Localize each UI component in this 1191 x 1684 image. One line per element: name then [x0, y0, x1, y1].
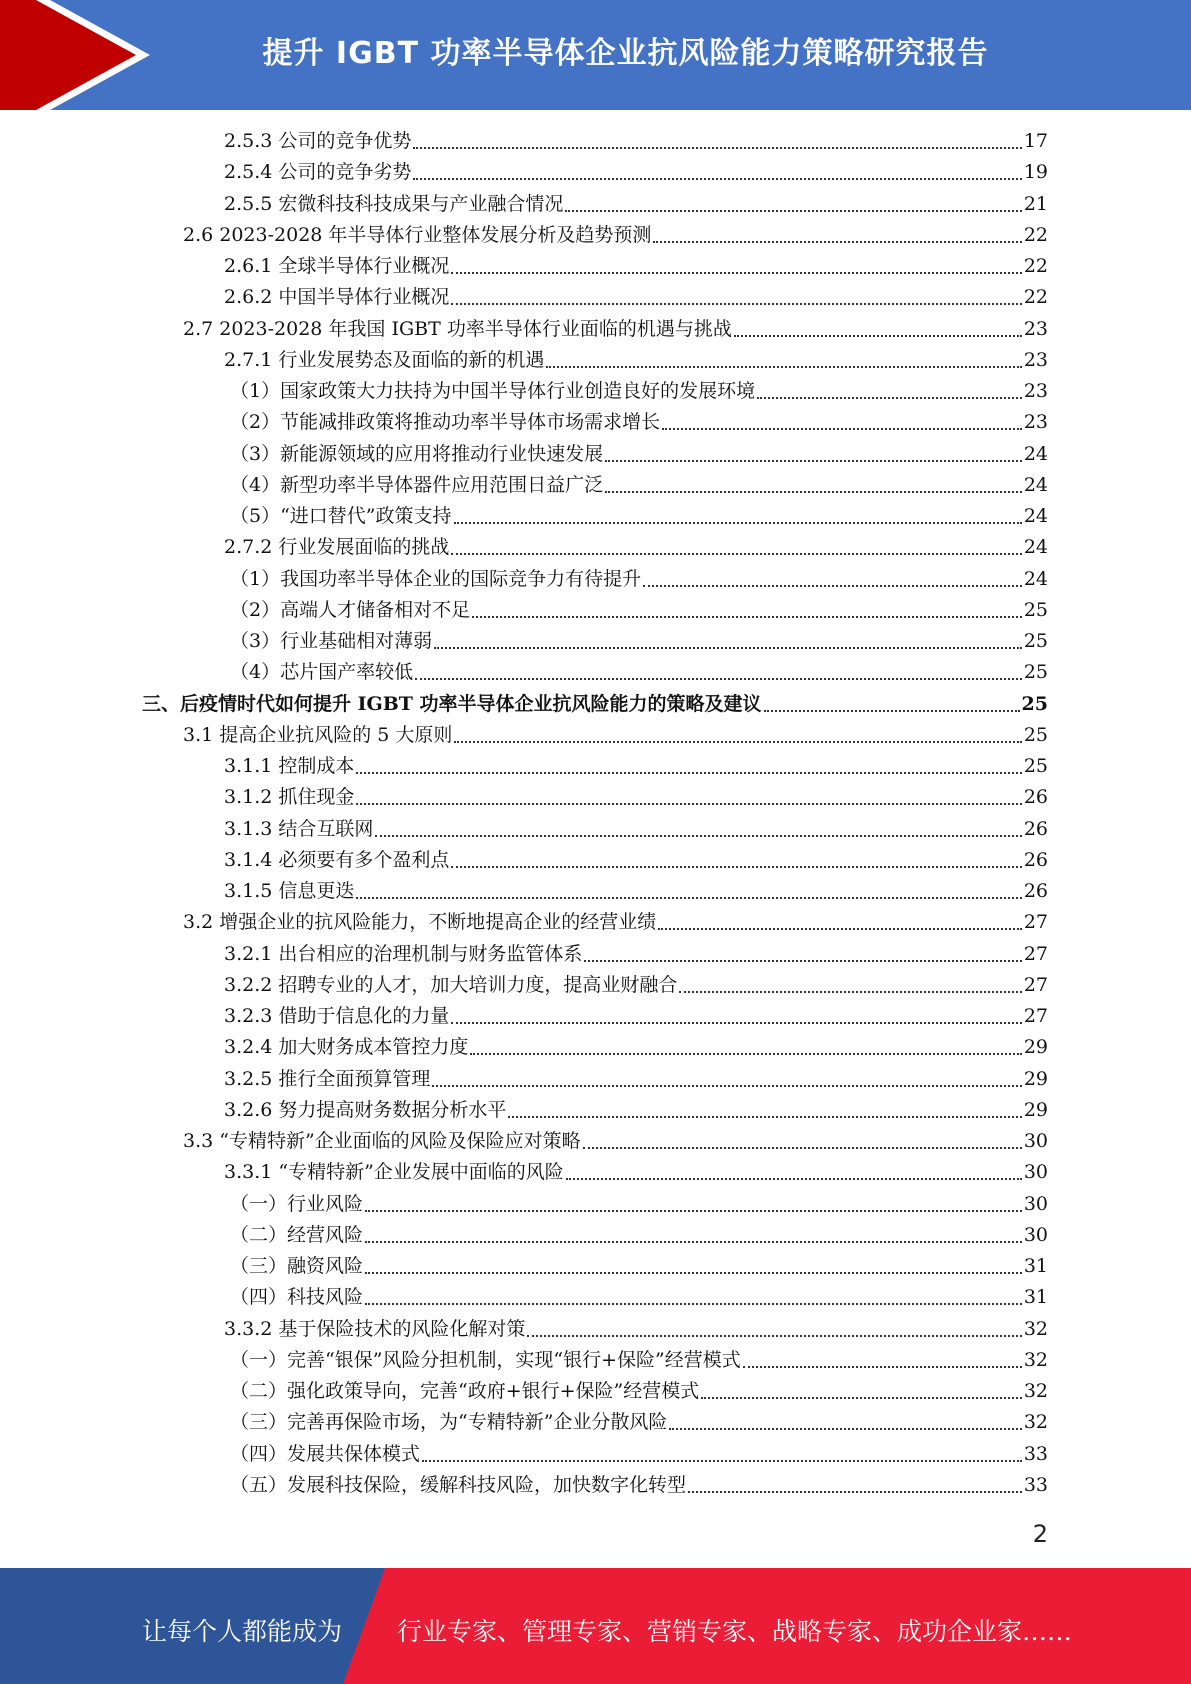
dot-leader [565, 209, 1021, 212]
toc-entry[interactable] [224, 157, 1048, 188]
toc-entry[interactable] [224, 814, 1048, 845]
dot-leader [605, 459, 1022, 462]
footer-slogan-left: 让每个人都能成为 [142, 1617, 343, 1646]
toc-entry[interactable] [224, 189, 1048, 220]
document-title: 提升 IGBT 功率半导体企业抗风险能力策略研究报告 [262, 36, 989, 71]
toc-entry-page: 24 [1023, 567, 1048, 590]
toc-entry-page: 30 [1023, 1161, 1048, 1184]
toc-entry-title: （四）科技风险 [230, 1286, 364, 1309]
dot-leader [546, 365, 1021, 368]
toc-entry[interactable] [224, 251, 1048, 282]
dot-leader [375, 834, 1021, 837]
toc-entry-title: 2.5.5 宏微科技科技成果与产业融合情况 [224, 192, 564, 215]
dot-leader [365, 1271, 1022, 1274]
toc-entry-title: 3.1.4 必须要有多个盈利点 [224, 848, 450, 871]
toc-entry-title: （一）完善“银保”风险分担机制，实现“银行+保险”经营模式 [230, 1348, 741, 1371]
toc-entry-title: 3.1.5 信息更迭 [224, 880, 355, 902]
dot-leader [422, 1459, 1022, 1462]
dot-leader [734, 334, 1022, 337]
toc-entry-page: 32 [1023, 1348, 1048, 1371]
toc-entry-title: 2.5.3 公司的竞争优势 [224, 130, 412, 152]
toc-entry-page: 30 [1023, 1130, 1048, 1152]
toc-entry[interactable] [224, 126, 1048, 157]
dot-leader [566, 1177, 1022, 1180]
toc-entry-title: （4）芯片国产率较低 [230, 661, 414, 684]
dot-leader [472, 615, 1022, 618]
toc-entry-page: 26 [1023, 817, 1048, 840]
toc-entry[interactable] [224, 751, 1048, 782]
toc-entry[interactable] [230, 1282, 1048, 1313]
toc-entry[interactable] [230, 1345, 1048, 1376]
toc-entry-title: 2.5.4 公司的竞争劣势 [224, 161, 412, 184]
toc-entry-title: （2）节能减排政策将推动功率半导体市场需求增长 [230, 411, 661, 434]
toc-entry-page: 26 [1023, 848, 1048, 871]
toc-entry-page: 26 [1023, 786, 1048, 809]
toc-entry[interactable] [230, 626, 1048, 657]
toc-entry-page: 25 [1021, 692, 1048, 715]
toc-entry-page: 31 [1023, 1255, 1048, 1277]
toc-entry[interactable] [224, 939, 1048, 970]
page-number: 2 [1032, 1520, 1048, 1548]
toc-entry[interactable] [224, 1001, 1048, 1032]
toc-entry-page: 27 [1023, 1005, 1048, 1027]
dot-leader [451, 302, 1021, 305]
dot-leader [451, 1021, 1021, 1024]
toc-entry[interactable] [230, 1470, 1048, 1501]
toc-entry-title: （二）经营风险 [230, 1223, 364, 1246]
toc-entry[interactable] [224, 782, 1048, 813]
toc-entry-title: （4）新型功率半导体器件应用范围日益广泛 [230, 473, 604, 496]
dot-leader [508, 1115, 1021, 1118]
toc-entry[interactable] [224, 345, 1048, 376]
toc-entry-title: 3.3.2 基于保险技术的风险化解对策 [224, 1317, 526, 1340]
toc-entry-title: 3.3 “专精特新”企业面临的风险及保险应对策略 [183, 1130, 581, 1152]
footer-slogan-right: 行业专家、管理专家、营销专家、战略专家、成功企业家…… [397, 1617, 1073, 1646]
toc-entry-title: （2）高端人才储备相对不足 [230, 598, 471, 621]
toc-entry-title: 2.6.1 全球半导体行业概况 [224, 255, 450, 277]
page-header [0, 0, 1191, 110]
toc-entry-page: 27 [1023, 973, 1048, 996]
toc-entry-page: 29 [1023, 1098, 1048, 1121]
toc-entry-title: 3.1.1 控制成本 [224, 755, 355, 777]
toc-entry-page: 22 [1023, 286, 1048, 309]
toc-entry-title: 3.1 提高企业抗风险的 5 大原则 [183, 723, 453, 746]
toc-entry[interactable] [224, 1064, 1048, 1095]
toc-entry-title: 3.2.1 出台相应的治理机制与财务监管体系 [224, 942, 583, 965]
toc-entry-page: 23 [1023, 380, 1048, 402]
toc-entry-page: 24 [1023, 442, 1048, 465]
toc-entry-page: 23 [1023, 317, 1048, 340]
toc-entry[interactable] [230, 1407, 1048, 1438]
toc-entry[interactable] [230, 595, 1048, 626]
toc-entry-title: （3）行业基础相对薄弱 [230, 630, 433, 652]
toc-entry[interactable] [224, 1095, 1048, 1126]
dot-leader [415, 677, 1022, 680]
toc-entry-title: 3.2.6 努力提高财务数据分析水平 [224, 1098, 507, 1121]
toc-entry-title: 2.7 2023-2028 年我国 IGBT 功率半导体行业面临的机遇与挑战 [183, 317, 732, 340]
toc-entry-page: 29 [1023, 1036, 1048, 1059]
toc-entry-title: 3.2.4 加大财务成本管控力度 [224, 1036, 469, 1059]
toc-entry-page: 30 [1023, 1192, 1048, 1215]
dot-leader [470, 1052, 1021, 1055]
toc-entry-title: 2.6.2 中国半导体行业概况 [224, 286, 450, 309]
toc-entry-page: 29 [1023, 1067, 1048, 1090]
dot-leader [356, 771, 1021, 774]
toc-entry-page: 24 [1023, 473, 1048, 496]
toc-entry-page: 32 [1023, 1380, 1048, 1402]
toc-entry-title: （3）新能源领域的应用将推动行业快速发展 [230, 442, 604, 465]
toc-entry-page: 25 [1023, 598, 1048, 621]
toc-entry-page: 27 [1023, 911, 1048, 934]
toc-entry[interactable] [230, 657, 1048, 688]
dot-leader [743, 1365, 1022, 1368]
toc-entry-page: 22 [1023, 223, 1048, 246]
toc-entry[interactable] [230, 470, 1048, 501]
toc-entry-title: 3.3.1 “专精特新”企业发展中面临的风险 [224, 1161, 564, 1184]
toc-entry-title: 2.7.2 行业发展面临的挑战 [224, 536, 450, 559]
toc-entry[interactable] [224, 282, 1048, 313]
dot-leader [679, 990, 1021, 993]
toc-entry-title: （四）发展共保体模式 [230, 1442, 421, 1465]
toc-entry-title: 3.2.2 招聘专业的人才，加大培训力度，提高业财融合 [224, 973, 678, 996]
toc-entry[interactable] [224, 970, 1048, 1001]
toc-entry[interactable] [230, 501, 1048, 532]
toc-entry-title: 2.7.1 行业发展势态及面临的新的机遇 [224, 348, 545, 371]
dot-leader [451, 865, 1021, 868]
dot-leader [451, 552, 1021, 555]
toc-entry-page: 22 [1023, 255, 1048, 277]
toc-entry-page: 21 [1023, 192, 1048, 215]
toc-entry-title: （1）国家政策大力扶持为中国半导体行业创造良好的发展环境 [230, 380, 756, 402]
toc-entry-title: （三）完善再保险市场，为“专精特新”企业分散风险 [230, 1411, 668, 1434]
toc-entry-page: 27 [1023, 942, 1048, 965]
dot-leader [454, 521, 1022, 524]
toc-entry-title: 3.2.3 借助于信息化的力量 [224, 1005, 450, 1027]
toc-entry-page: 17 [1023, 130, 1048, 152]
toc-entry-page: 23 [1023, 348, 1048, 371]
dot-leader [527, 1334, 1021, 1337]
dot-leader [757, 396, 1022, 399]
toc-entry-page: 25 [1023, 723, 1048, 746]
toc-entry[interactable] [142, 689, 1048, 720]
toc-entry-title: 三、后疫情时代如何提升 IGBT 功率半导体企业抗风险能力的策略及建议 [142, 692, 762, 715]
dot-leader [688, 1490, 1022, 1493]
toc-entry-page: 23 [1023, 411, 1048, 434]
toc-entry-title: （一）行业风险 [230, 1192, 364, 1215]
toc-entry-title: 3.2.5 推行全面预算管理 [224, 1067, 431, 1090]
toc-entry-page: 25 [1023, 661, 1048, 684]
toc-entry[interactable] [224, 845, 1048, 876]
toc-entry-page: 32 [1023, 1411, 1048, 1434]
toc-entry[interactable] [224, 1314, 1048, 1345]
dot-leader [356, 896, 1021, 899]
toc-entry-page: 19 [1023, 161, 1048, 184]
dot-leader [365, 1302, 1022, 1305]
toc-entry[interactable] [183, 720, 1048, 751]
toc-entry-title: （三）融资风险 [230, 1255, 364, 1277]
dot-leader [365, 1240, 1022, 1243]
toc-entry[interactable] [230, 1376, 1048, 1407]
toc-entry-page: 26 [1023, 880, 1048, 902]
toc-entry-title: 3.1.2 抓住现金 [224, 786, 355, 809]
dot-leader [701, 1396, 1022, 1399]
toc-entry-page: 25 [1023, 755, 1048, 777]
toc-entry[interactable] [230, 564, 1048, 595]
toc-entry-page: 25 [1023, 630, 1048, 652]
toc-entry[interactable] [230, 1439, 1048, 1470]
toc-entry-title: 3.2 增强企业的抗风险能力，不断地提高企业的经营业绩 [183, 911, 657, 934]
toc-entry-page: 32 [1023, 1317, 1048, 1340]
toc-entry-page: 31 [1023, 1286, 1048, 1309]
toc-entry[interactable] [224, 1157, 1048, 1188]
toc-entry[interactable] [230, 1189, 1048, 1220]
toc-entry-title: 2.6 2023-2028 年半导体行业整体发展分析及趋势预测 [183, 223, 652, 246]
dot-leader [356, 802, 1021, 805]
dot-leader [653, 240, 1021, 243]
dot-leader [764, 709, 1020, 712]
dot-leader [584, 959, 1021, 962]
dot-leader [662, 427, 1022, 430]
toc-entry[interactable] [183, 907, 1048, 938]
dot-leader [432, 1084, 1021, 1087]
toc-entry[interactable] [183, 1126, 1048, 1157]
dot-leader [413, 146, 1021, 149]
toc-entry-page: 24 [1023, 536, 1048, 559]
toc-entry-title: （五）发展科技保险，缓解科技风险，加快数字化转型 [230, 1473, 687, 1496]
dot-leader [605, 490, 1022, 493]
toc-entry[interactable] [183, 220, 1048, 251]
dot-leader [658, 927, 1022, 930]
toc-entry-title: 3.1.3 结合互联网 [224, 817, 374, 840]
dot-leader [583, 1146, 1022, 1149]
toc-entry-page: 30 [1023, 1223, 1048, 1246]
toc-entry-page: 33 [1023, 1473, 1048, 1496]
dot-leader [454, 740, 1021, 743]
toc-entry-title: （5）“进口替代”政策支持 [230, 505, 452, 527]
toc-entry[interactable] [183, 314, 1048, 345]
toc-entry[interactable] [230, 407, 1048, 438]
dot-leader [413, 177, 1021, 180]
toc-entry-title: （二）强化政策导向，完善“政府+银行+保险”经营模式 [230, 1380, 700, 1402]
toc-entry[interactable] [224, 532, 1048, 563]
toc-entry[interactable] [230, 439, 1048, 470]
toc-entry[interactable] [224, 876, 1048, 907]
toc-entry[interactable] [224, 1032, 1048, 1063]
toc-entry[interactable] [230, 1251, 1048, 1282]
toc-entry-title: （1）我国功率半导体企业的国际竞争力有待提升 [230, 567, 642, 590]
toc-entry[interactable] [230, 1220, 1048, 1251]
dot-leader [434, 646, 1022, 649]
toc-entry[interactable] [230, 376, 1048, 407]
dot-leader [669, 1427, 1021, 1430]
dot-leader [643, 584, 1022, 587]
page-footer [0, 1568, 1191, 1684]
toc-entry-page: 24 [1023, 505, 1048, 527]
toc-entry-page: 33 [1023, 1442, 1048, 1465]
dot-leader [365, 1209, 1022, 1212]
dot-leader [451, 271, 1021, 274]
